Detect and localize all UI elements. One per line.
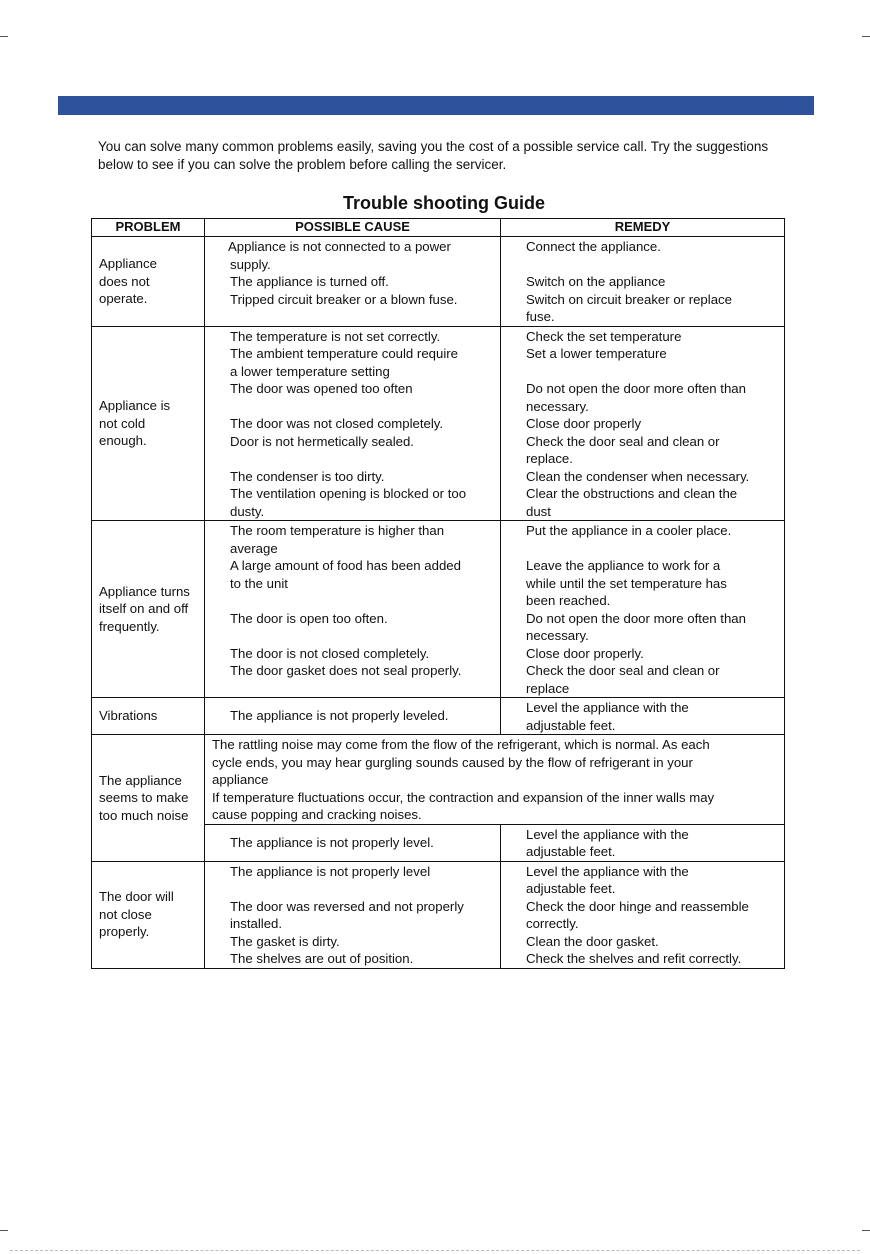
troubleshooting-table [91,218,785,969]
cause-cell [205,861,501,968]
remedy-line: Level the appliance with the [526,700,689,715]
cause-cell [205,326,501,521]
remedy-line: adjustable feet. [526,844,616,859]
remedy-line: fuse. [526,309,555,324]
cause-cell [205,521,501,698]
cause-cell [205,237,501,327]
cause-line: The condenser is too dirty. [230,468,385,484]
guide-title: Trouble shooting Guide [343,193,545,213]
problem-text: Vibrations [99,708,158,724]
header-problem: PROBLEM [92,219,205,237]
problem-cell [92,521,205,698]
cause-line: average [230,540,278,556]
cause-line: dusty. [230,503,265,519]
remedy-cell [501,326,785,521]
header-cause: POSSIBLE CAUSE [205,219,501,237]
problem-text: Appliance turns itself on and off frequently. [99,583,190,634]
cause-line: The door was not closed completely. [230,416,444,431]
cause-line: The appliance is not properly level. [230,834,434,850]
remedy-line: Do not open the door more often than [526,610,746,626]
note-line: The rattling noise may come from the flow of the refrigerant, which is normal. As each [212,737,710,752]
cause-line: Appliance is not connected to a power [228,239,451,254]
cause-line: to the unit [230,575,288,591]
section-header-bar [58,96,814,115]
remedy-line: Close door properly. [526,645,644,661]
problem-cell [92,698,205,735]
cause-line: A large amount of food has been added [230,558,461,573]
cause-line: The door was opened too often [230,381,413,396]
remedy-line: Check the set temperature [526,328,682,344]
problem-text: The appliance seems to make too much noise [99,772,189,823]
table-header-row [92,219,785,237]
remedy-cell [501,861,785,968]
table-row [92,521,785,698]
cause-line: The appliance is turned off. [230,274,389,289]
remedy-line: replace. [526,451,573,466]
table-row [92,698,785,735]
cause-line: Tripped circuit breaker or a blown fuse. [230,291,458,307]
note-cell [205,735,785,825]
problem-text: Appliance does not operate. [99,256,157,306]
remedy-line: Level the appliance with the [526,863,689,879]
crop-mark [862,28,870,37]
cause-cell [205,824,501,861]
remedy-line: dust [526,503,551,519]
problem-text: Appliance is not cold enough. [99,398,171,448]
remedy-line: Clear the obstructions and clean the [526,486,738,501]
cause-line: a lower temperature setting [230,363,390,379]
table-row [92,861,785,968]
cause-line: installed. [230,916,283,931]
note-line: If temperature fluctuations occur, the contraction and expansion of the inner walls may [212,789,715,805]
cause-cell [205,698,501,735]
problem-cell [92,326,205,521]
header-remedy: REMEDY [501,219,785,237]
cause-line: Door is not hermetically sealed. [230,433,414,449]
remedy-line: adjustable feet. [526,717,616,733]
remedy-line: Check the door hinge and reassemble [526,898,749,914]
note-line: appliance [212,772,269,787]
problem-text: The door will not close properly. [99,889,174,940]
remedy-line: Put the appliance in a cooler place. [526,523,732,538]
problem-cell [92,735,205,862]
crop-mark [862,1222,870,1231]
table-row [92,237,785,327]
remedy-line: been reached. [526,593,611,608]
cause-line: The door is open too often. [230,610,388,626]
cause-line: The room temperature is higher than [230,523,445,538]
remedy-line: replace [526,680,570,696]
table-row [92,735,785,825]
intro-paragraph: You can solve many common problems easily, saving you the cost of a possible service call. Try the suggestions below to see if you can solve the problem before calling the servicer. [98,139,769,172]
remedy-line: Close door properly [526,416,642,431]
remedy-line: Clean the door gasket. [526,933,659,949]
remedy-line: Check the door seal and clean or [526,433,720,449]
table-row [92,326,785,521]
remedy-line: Level the appliance with the [526,826,689,842]
remedy-line: while until the set temperature has [526,575,727,591]
remedy-line: Switch on circuit breaker or replace [526,291,732,307]
remedy-line: Clean the condenser when necessary. [526,468,750,484]
cause-line: The door is not closed completely. [230,645,430,661]
note-line: cycle ends, you may hear gurgling sounds caused by the flow of refrigerant in your [212,754,693,770]
problem-cell [92,237,205,327]
cause-line: supply. [230,256,271,272]
cause-line: The door was reversed and not properly [230,898,464,914]
problem-cell [92,861,205,968]
remedy-line: Check the shelves and refit correctly. [526,951,742,966]
remedy-cell [501,521,785,698]
remedy-line: Set a lower temperature [526,346,667,361]
cause-line: The door gasket does not seal properly. [230,663,462,678]
trim-line [10,1250,860,1251]
crop-mark [0,1222,8,1231]
cause-line: The ventilation opening is blocked or too [230,486,467,501]
remedy-cell [501,237,785,327]
cause-line: The temperature is not set correctly. [230,328,441,344]
remedy-cell [501,824,785,861]
remedy-line: Check the door seal and clean or [526,663,720,678]
crop-mark [0,28,8,37]
cause-line: The appliance is not properly leveled. [230,708,449,724]
remedy-line: necessary. [526,628,589,643]
remedy-line: Do not open the door more often than [526,381,746,396]
remedy-line: Switch on the appliance [526,274,666,289]
remedy-cell [501,698,785,735]
remedy-line: necessary. [526,398,589,414]
cause-line: The appliance is not properly level [230,863,431,879]
cause-line: The shelves are out of position. [230,951,414,966]
cause-line: The gasket is dirty. [230,933,340,949]
remedy-line: adjustable feet. [526,881,616,896]
remedy-line: correctly. [526,916,579,931]
cause-line: The ambient temperature could require [230,346,458,361]
remedy-line: Connect the appliance. [526,239,661,254]
note-line: cause popping and cracking noises. [212,807,422,822]
remedy-line: Leave the appliance to work for a [526,558,721,573]
